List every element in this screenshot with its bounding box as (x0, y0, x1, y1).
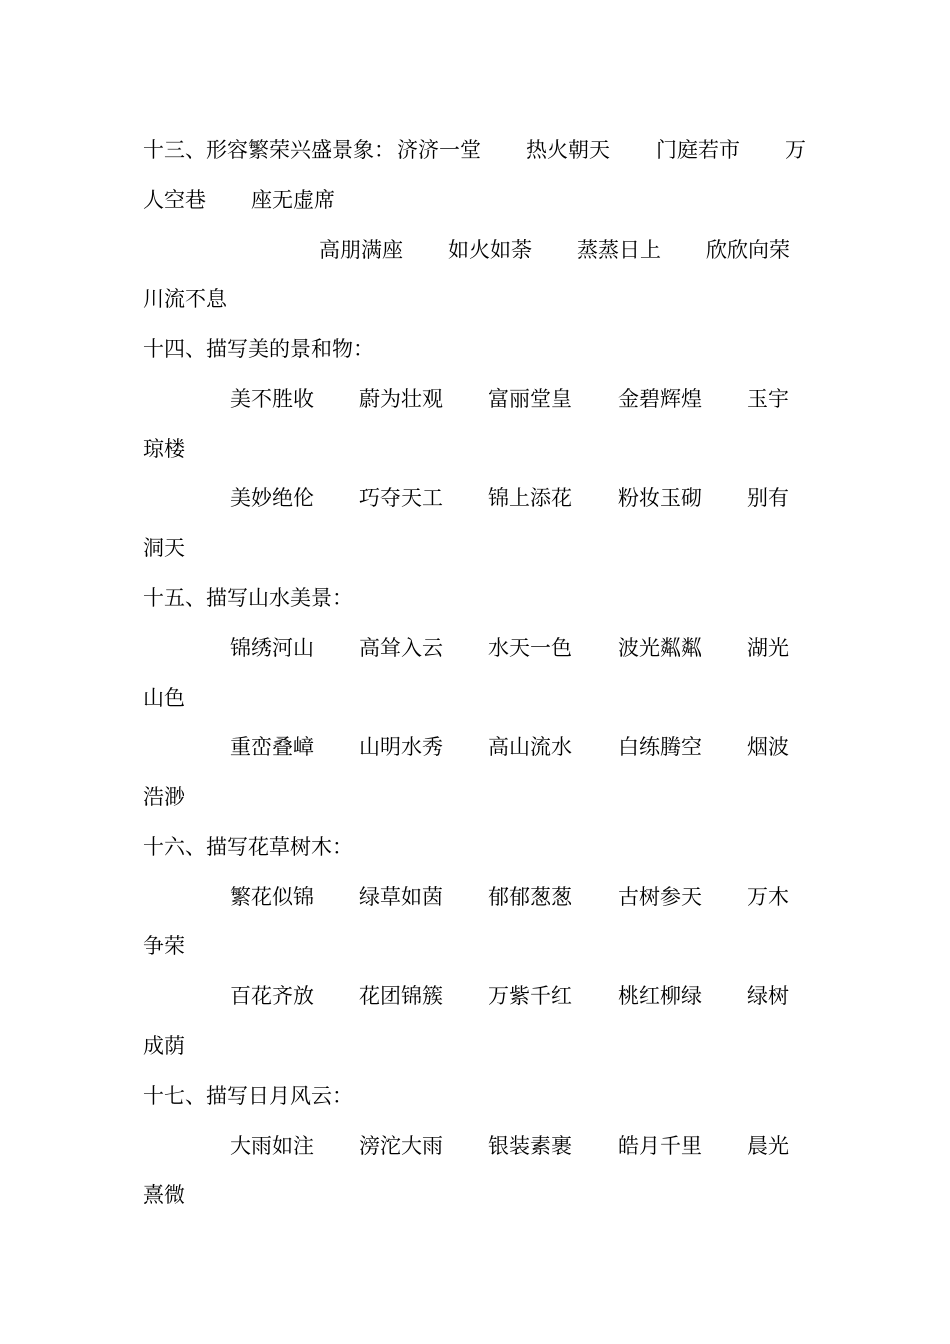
section-17-heading: 十七、描写日月风云： (143, 1084, 353, 1108)
idiom-item: 古树参天 (618, 885, 702, 909)
section-13-heading: 十三、形容繁荣兴盛景象： (143, 138, 395, 162)
idiom-item: 波光粼粼 (618, 636, 702, 660)
idiom-item: 锦绣河山 (230, 636, 314, 660)
idiom-item: 花团锦簇 (359, 984, 443, 1008)
idiom-item: 万 (785, 138, 806, 162)
idiom-item: 人空巷 (143, 188, 206, 212)
idiom-item: 万木 (747, 885, 789, 909)
idiom-item: 浩渺 (143, 785, 185, 809)
idiom-item: 绿草如茵 (359, 885, 443, 909)
idiom-item: 高朋满座 (319, 238, 403, 262)
idiom-item: 烟波 (747, 735, 789, 759)
idiom-item: 川流不息 (143, 287, 227, 311)
section-16-heading: 十六、描写花草树木： (143, 835, 353, 859)
idiom-item: 山明水秀 (359, 735, 443, 759)
idiom-item: 银装素裹 (488, 1134, 572, 1158)
idiom-item: 成荫 (143, 1034, 185, 1058)
idiom-item: 晨光 (747, 1134, 789, 1158)
idiom-item: 玉宇 (747, 387, 789, 411)
idiom-item: 重峦叠嶂 (230, 735, 314, 759)
idiom-item: 洞天 (143, 536, 185, 560)
idiom-item: 座无虚席 (251, 188, 335, 212)
idiom-item: 百花齐放 (230, 984, 314, 1008)
idiom-item: 蒸蒸日上 (577, 238, 661, 262)
idiom-item: 高山流水 (488, 735, 572, 759)
idiom-item: 桃红柳绿 (618, 984, 702, 1008)
idiom-item: 粉妆玉砌 (618, 486, 702, 510)
idiom-item: 郁郁葱葱 (488, 885, 572, 909)
idiom-item: 琼楼 (143, 437, 185, 461)
idiom-item: 湖光 (747, 636, 789, 660)
idiom-item: 锦上添花 (488, 486, 572, 510)
idiom-item: 金碧辉煌 (618, 387, 702, 411)
idiom-item: 济济一堂 (397, 138, 481, 162)
idiom-item: 万紫千红 (488, 984, 572, 1008)
idiom-item: 欣欣向荣 (706, 238, 790, 262)
idiom-item: 富丽堂皇 (488, 387, 572, 411)
idiom-item: 白练腾空 (618, 735, 702, 759)
idiom-item: 别有 (747, 486, 789, 510)
idiom-item: 门庭若市 (656, 138, 740, 162)
idiom-item: 蔚为壮观 (359, 387, 443, 411)
idiom-item: 熹微 (143, 1183, 185, 1207)
idiom-item: 美不胜收 (230, 387, 314, 411)
idiom-item: 热火朝天 (526, 138, 610, 162)
idiom-item: 争荣 (143, 934, 185, 958)
idiom-item: 山色 (143, 686, 185, 710)
idiom-item: 如火如荼 (448, 238, 532, 262)
idiom-item: 滂沱大雨 (359, 1134, 443, 1158)
idiom-item: 大雨如注 (230, 1134, 314, 1158)
idiom-item: 高耸入云 (359, 636, 443, 660)
idiom-item: 美妙绝伦 (230, 486, 314, 510)
idiom-item: 绿树 (747, 984, 789, 1008)
idiom-item: 巧夺天工 (359, 486, 443, 510)
idiom-item: 皓月千里 (618, 1134, 702, 1158)
section-15-heading: 十五、描写山水美景： (143, 586, 353, 610)
idiom-item: 繁花似锦 (230, 885, 314, 909)
section-14-heading: 十四、描写美的景和物： (143, 337, 374, 361)
idiom-item: 水天一色 (488, 636, 572, 660)
